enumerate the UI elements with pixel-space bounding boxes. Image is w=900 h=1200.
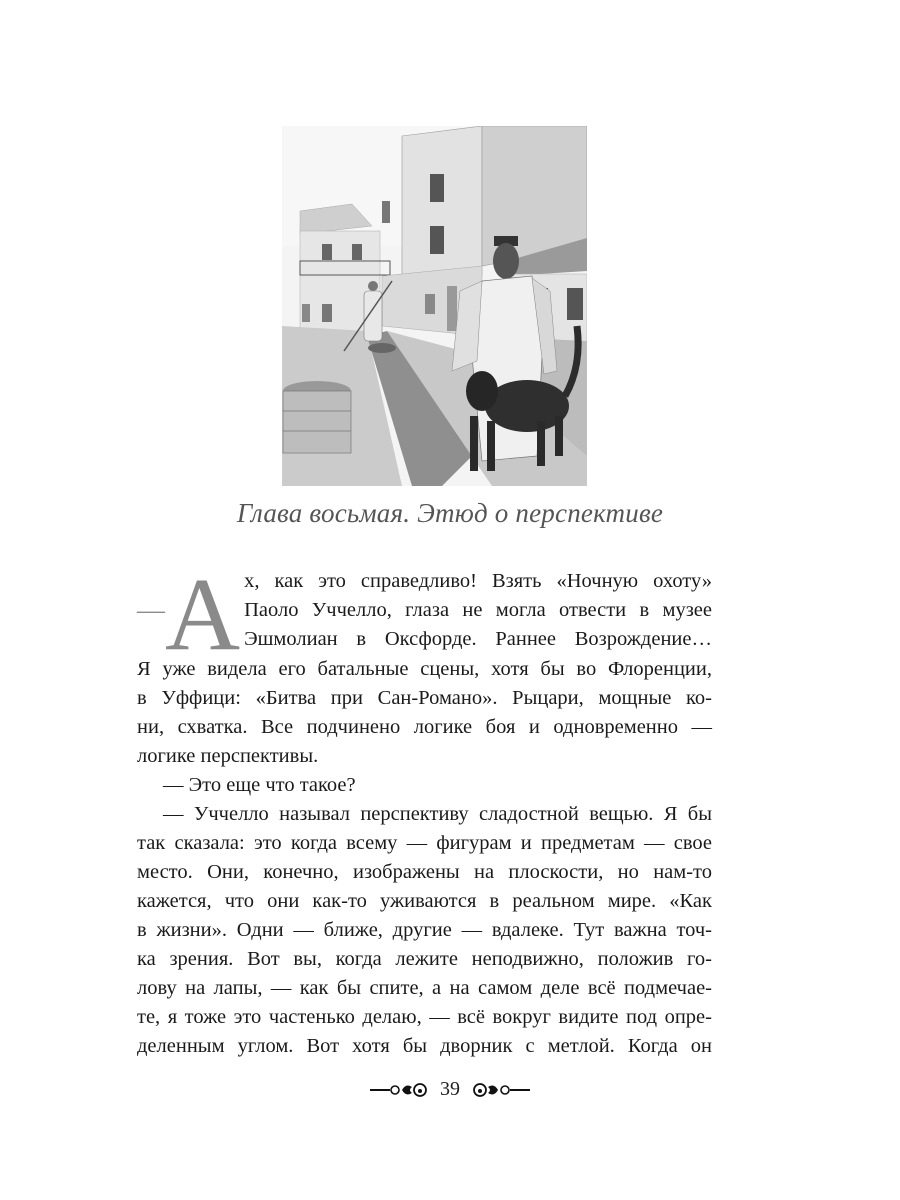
- text-line: лову на лапы, — как бы спите, а на самом деле всё подмечае-: [137, 977, 712, 999]
- body-text: [137, 557, 712, 1061]
- text-line: Паоло Уччелло, глаза не могла отвести в музее: [244, 599, 712, 621]
- text-line: Я уже видела его батальные сцены, хотя бы во Флоренции,: [137, 658, 712, 680]
- paragraph-2: [137, 771, 712, 800]
- drop-cap: [137, 557, 241, 672]
- ornament-right-icon: [470, 1081, 530, 1099]
- text-line: место. Они, конечно, изображены на плоскости, но нам-то: [137, 861, 712, 883]
- page-number: 39: [440, 1078, 460, 1100]
- ornament-left-icon: [370, 1081, 430, 1099]
- text-line: те, я тоже это частенько делаю, — всё вокруг видите под опре-: [137, 1006, 712, 1028]
- paragraph-1: [137, 557, 712, 771]
- text-line: — Это еще что такое?: [163, 774, 356, 796]
- drop-cap-dash: —: [137, 595, 165, 626]
- text-line: в жизни». Одни — ближе, другие — вдалеке. Тут важна точ-: [137, 919, 712, 941]
- text-line: Эшмолиан в Оксфорде. Раннее Возрождение…: [244, 628, 712, 650]
- text-line: кажется, что они как-то уживаются в реальном мире. «Как: [137, 890, 712, 912]
- text-line: ни, схватка. Все подчинено логике боя и одновременно —: [137, 716, 712, 738]
- chapter-illustration: [282, 126, 587, 486]
- pencil-drawing-image: [282, 126, 587, 486]
- text-line: логике перспективы.: [137, 745, 319, 767]
- paragraph-3: [137, 800, 712, 1061]
- text-line: — Уччелло называл перспективу сладостной вещью. Я бы: [163, 803, 712, 825]
- page-footer: [0, 1078, 900, 1101]
- chapter-title: Глава восьмая. Этюд о перспективе: [236, 498, 664, 528]
- text-line: ка зрения. Вот вы, когда лежите неподвижно, положив го-: [137, 948, 712, 970]
- text-line: в Уффици: «Битва при Сан-Романо». Рыцари, мощные ко-: [137, 687, 712, 709]
- text-line: так сказала: это когда всему — фигурам и предметам — свое: [137, 832, 712, 854]
- text-line: х, как это справедливо! Взять «Ночную охоту»: [244, 570, 712, 592]
- drop-cap-letter: А: [165, 557, 241, 672]
- text-line: деленным углом. Вот хотя бы дворник с метлой. Когда он: [137, 1035, 712, 1057]
